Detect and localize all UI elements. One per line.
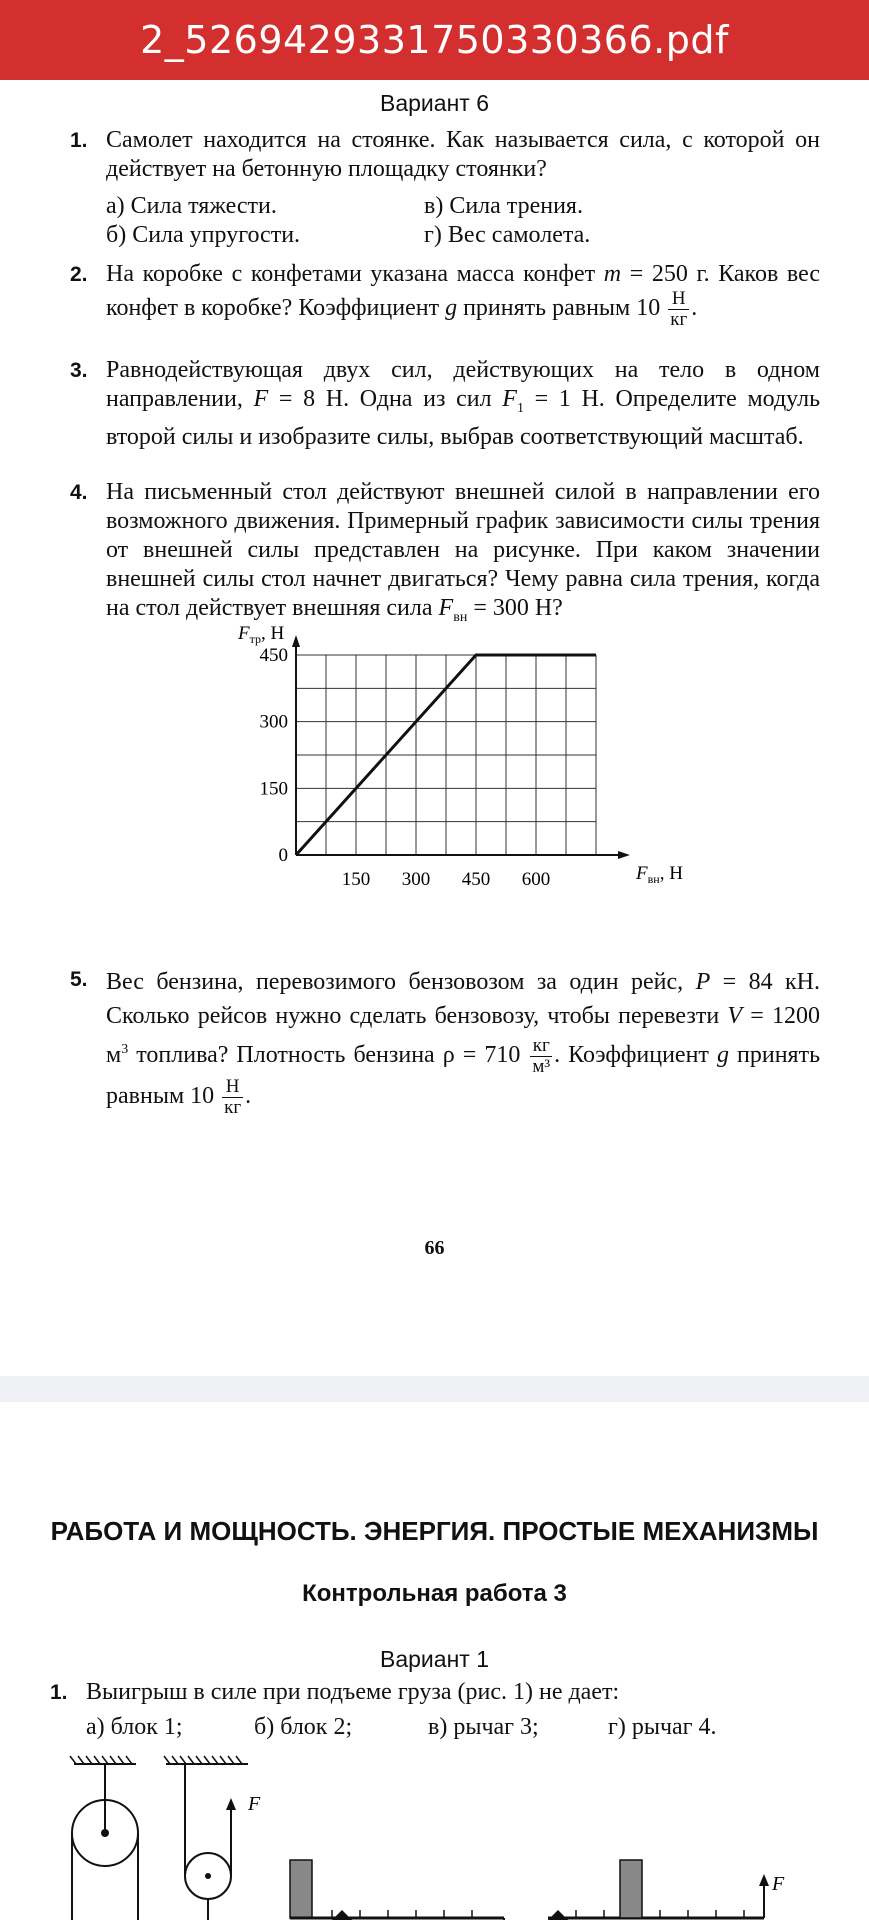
- section-title: РАБОТА И МОЩНОСТЬ. ЭНЕРГИЯ. ПРОСТЫЕ МЕХАНИЗМЫ: [50, 1516, 819, 1546]
- x-axis-label: $F_{вн}$, Н: [636, 863, 683, 886]
- task-number: 1.: [50, 1681, 68, 1704]
- unit-fraction: $\frac{Н}{кг}$: [224, 1075, 242, 1118]
- lever-4: [548, 1860, 785, 1920]
- chart-axes: [292, 635, 630, 859]
- option-a: а) Сила тяжести.: [106, 193, 277, 219]
- option-b: б) Сила упругости.: [106, 222, 301, 248]
- friction-force-chart: [220, 623, 683, 930]
- task-4: [70, 478, 820, 632]
- task-text: На коробке с конфетами указана масса конфет m = 250 г. Каков вес конфет в коробке? Коэффициент g принять равным 10 $\frac{Н}{кг}$ .: [106, 261, 821, 330]
- task-number: 4.: [70, 481, 88, 504]
- option-a: а) блок 1;: [86, 1714, 183, 1740]
- x-tick-label: 150: [341, 869, 371, 890]
- pdf-title-bar: [0, 0, 869, 80]
- y-tick-label: 150: [259, 778, 288, 800]
- option-g: г) Вес самолета.: [424, 222, 591, 248]
- x-axis-arrow: [618, 851, 630, 859]
- y-axis-arrow: [292, 635, 300, 647]
- page-number: 66: [424, 1237, 445, 1259]
- option-v: в) рычаг 3;: [428, 1714, 539, 1740]
- y-axis-label: $F_{тр}$, Н: [238, 623, 285, 646]
- next-task-1: [50, 1678, 830, 1707]
- lever-3: [290, 1860, 504, 1920]
- file-title: 2_5269429331750330366.pdf: [140, 18, 729, 62]
- variant-heading: Вариант 6: [380, 90, 489, 116]
- task-text: Самолет находится на стоянке. Как называется сила, с которой он действует на бетонную площадку стоянки?: [106, 127, 820, 182]
- task-text: Вес бензина, перевозимого бензовозом за один рейс, P = 84 кН. Сколько рейсов нужно сделать бензовозу, чтобы перевезти V = 1200 $м^3$ топлива? Плотность бензина ρ = 710 $\frac{кг}{\text{м³}}$ . Коэффициент g принять равным 10 $\frac{Н}{кг}$ .: [106, 969, 821, 1118]
- task-2: [70, 260, 820, 330]
- chart-tick-labels: [260, 645, 551, 890]
- x-tick-label: 450: [461, 869, 491, 890]
- task-1: [70, 126, 820, 184]
- y-tick-label: 300: [259, 711, 288, 733]
- chart-grid: [296, 655, 596, 855]
- task-text: Выигрыш в силе при подъеме груза (рис. 1) не дает:: [86, 1679, 620, 1705]
- unit-fraction: $\frac{Н}{кг}$: [670, 288, 688, 330]
- x-tick-label: 600: [521, 869, 551, 890]
- task-3: [70, 356, 820, 452]
- y-tick-label: 0: [278, 845, 288, 866]
- task-5: [70, 965, 820, 1118]
- work-title: Контрольная работа 3: [302, 1580, 567, 1607]
- task-text: На письменный стол действуют внешней силой в направлении его возможного движения. Примерный график зависимости силы трения от внешней силы представлен на рисунке. При каком значении внешней силы стол начнет двигаться? Чему равна сила трения, когда на стол действует внешняя сила $F_{вн} = 300$ Н?: [106, 479, 820, 625]
- force-label: F: [248, 1793, 261, 1815]
- task-number: 1.: [70, 129, 88, 152]
- page-divider: [0, 1376, 869, 1402]
- x-tick-label: 300: [401, 869, 431, 890]
- density-unit-fraction: $\frac{кг}{\text{м³}}$: [532, 1034, 551, 1077]
- option-v: в) Сила трения.: [424, 193, 583, 219]
- variant-heading: Вариант 1: [380, 1646, 489, 1672]
- task-number: 3.: [70, 359, 88, 382]
- task-number: 5.: [70, 968, 88, 991]
- task-number: 2.: [70, 263, 88, 286]
- pulley-2: [164, 1756, 261, 1920]
- mechanisms-figure: [60, 1760, 840, 1920]
- y-tick-label: 450: [259, 645, 288, 666]
- option-b: б) блок 2;: [254, 1714, 353, 1740]
- force-label: F: [772, 1873, 785, 1895]
- option-g: г) рычаг 4.: [608, 1714, 717, 1740]
- pulley-1: [70, 1756, 138, 1920]
- task-text: Равнодействующая двух сил, действующих на тело в одном направлении, F = 8 Н. Одна из сил $F_1 = 1$ Н. Определите модуль второй силы и изобразите силы, выбрав соответствующий масштаб.: [106, 357, 821, 450]
